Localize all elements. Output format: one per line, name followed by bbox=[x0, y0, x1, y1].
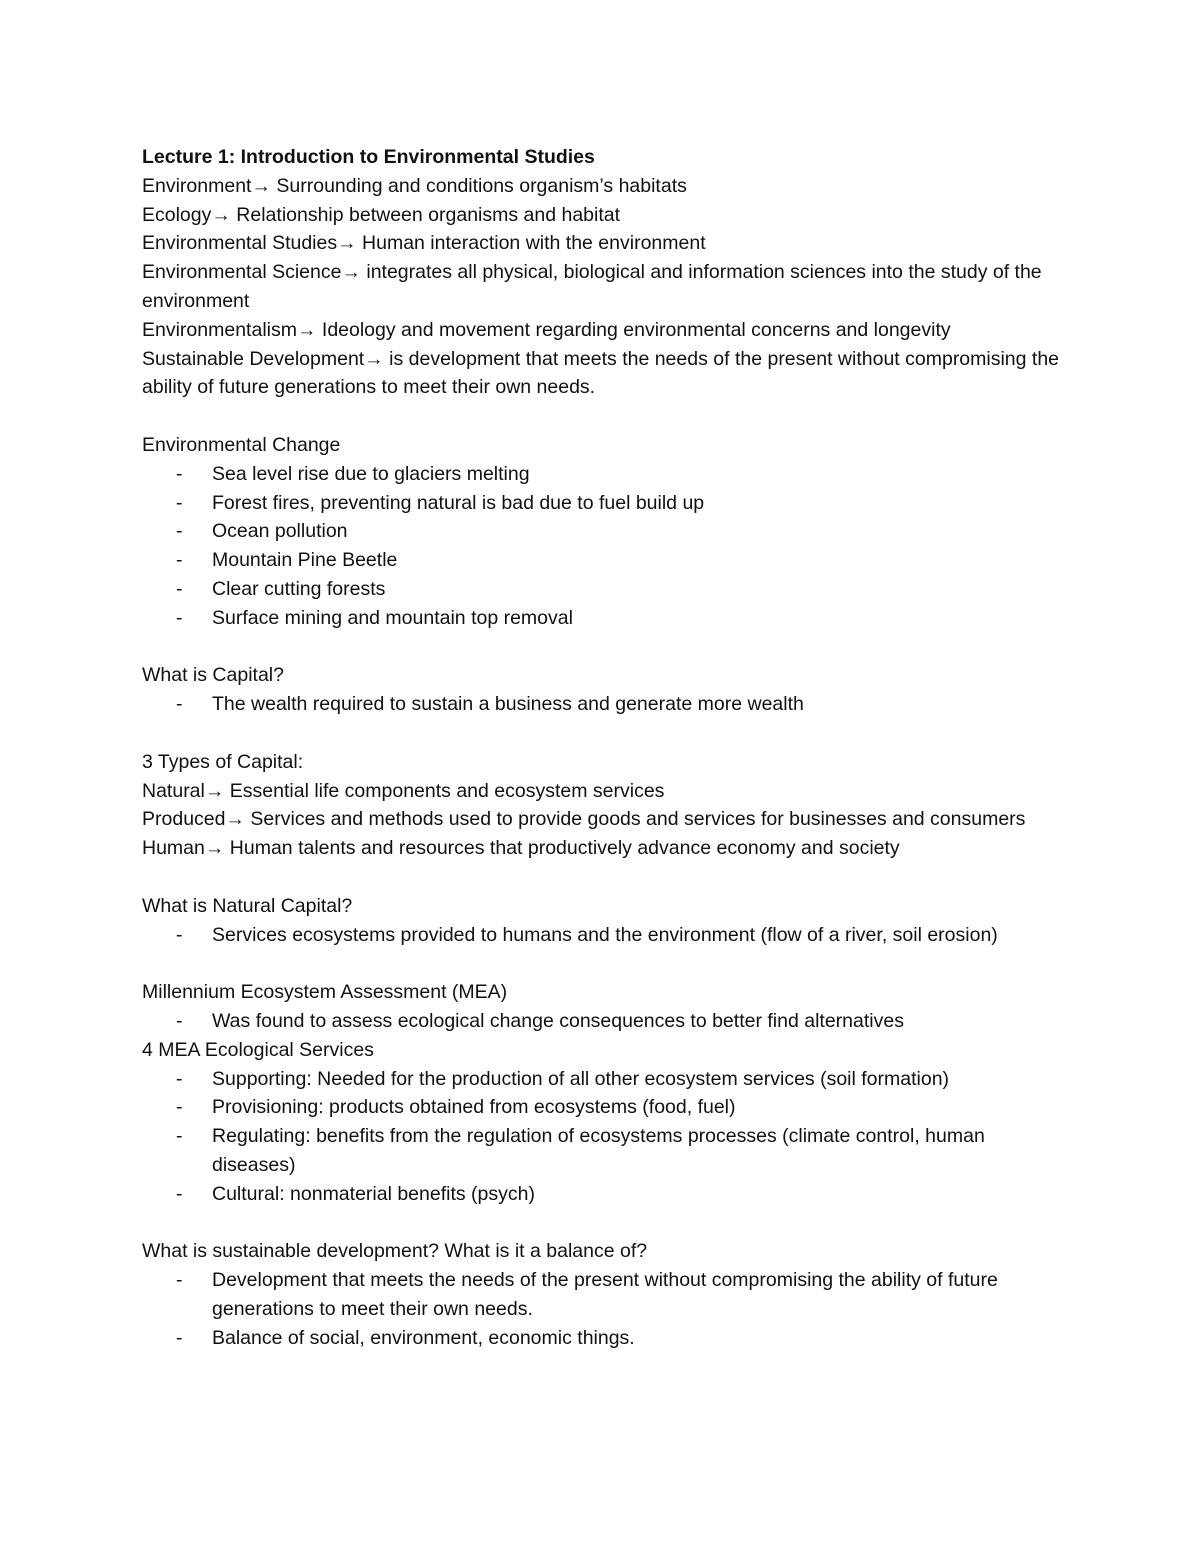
section-heading: Millennium Ecosystem Assessment (MEA) bbox=[142, 981, 508, 1004]
section-heading: What is sustainable development? What is it a balance of? bbox=[142, 1240, 648, 1263]
term: Sustainable Development bbox=[142, 347, 365, 370]
arrow-icon: → bbox=[204, 837, 225, 860]
section-mea bbox=[142, 978, 1062, 1036]
term: Human bbox=[142, 837, 205, 860]
bullet-list bbox=[142, 460, 1062, 633]
definition-produced bbox=[142, 805, 1062, 834]
list-item bbox=[142, 921, 1062, 950]
bullet-list bbox=[142, 1007, 1062, 1036]
bullet-list bbox=[142, 1065, 1062, 1209]
term: Environmental Science bbox=[142, 261, 342, 284]
dash-bullet: - bbox=[176, 1009, 183, 1032]
definition-text: integrates all physical, biological and information sciences into the study of the environment bbox=[142, 261, 1042, 312]
dash-bullet: - bbox=[176, 1096, 183, 1119]
term: Environmental Studies bbox=[142, 232, 338, 255]
section-natural-capital bbox=[142, 892, 1062, 950]
dash-bullet: - bbox=[176, 1269, 183, 1292]
definition-text: Ideology and movement regarding environmental concerns and longevity bbox=[316, 318, 951, 341]
section-heading: 3 Types of Capital: bbox=[142, 750, 304, 773]
dash-bullet: - bbox=[176, 520, 183, 543]
list-item bbox=[142, 460, 1062, 489]
definition-sustainable-development bbox=[142, 345, 1062, 403]
definition-environmentalism bbox=[142, 316, 1062, 345]
list-item bbox=[142, 1180, 1062, 1209]
list-item bbox=[142, 1324, 1062, 1353]
list-item-text: Development that meets the needs of the present without compromising the ability of future generations to meet their own needs. bbox=[212, 1269, 998, 1320]
list-item-text: Was found to assess ecological change consequences to better find alternatives bbox=[212, 1009, 904, 1032]
list-item bbox=[142, 575, 1062, 604]
arrow-icon: → bbox=[251, 174, 271, 197]
term: Produced bbox=[142, 808, 226, 831]
list-item-text: Balance of social, environment, economic things. bbox=[212, 1326, 635, 1349]
list-item bbox=[142, 489, 1062, 518]
spacer bbox=[142, 863, 1062, 892]
list-item bbox=[142, 1007, 1062, 1036]
arrow-icon: → bbox=[337, 232, 357, 255]
spacer bbox=[142, 949, 1062, 978]
spacer bbox=[142, 719, 1062, 748]
arrow-icon: → bbox=[225, 808, 245, 831]
section-heading: What is Capital? bbox=[142, 664, 284, 687]
definition-ecology bbox=[142, 201, 1062, 230]
list-item bbox=[142, 1065, 1062, 1094]
bullet-list bbox=[142, 690, 1062, 719]
dash-bullet: - bbox=[176, 549, 183, 572]
list-item-text: The wealth required to sustain a business and generate more wealth bbox=[212, 693, 804, 716]
definition-environmental-science bbox=[142, 258, 1062, 316]
definition-text: Services and methods used to provide goods and services for businesses and consumers bbox=[244, 808, 1026, 831]
dash-bullet: - bbox=[176, 923, 183, 946]
lecture-title: Lecture 1: Introduction to Environmental Studies bbox=[142, 146, 595, 168]
definition-text: Relationship between organisms and habitat bbox=[230, 203, 621, 226]
list-item bbox=[142, 1122, 1062, 1180]
list-item bbox=[142, 517, 1062, 546]
spacer bbox=[142, 402, 1062, 431]
list-item-text: Surface mining and mountain top removal bbox=[212, 606, 573, 629]
dash-bullet: - bbox=[176, 1182, 183, 1205]
dash-bullet: - bbox=[176, 1125, 183, 1148]
list-item-text: Services ecosystems provided to humans and the environment (flow of a river, soil erosion) bbox=[212, 923, 998, 946]
list-item bbox=[142, 690, 1062, 719]
bullet-list bbox=[142, 1266, 1062, 1352]
section-environmental-change bbox=[142, 431, 1062, 633]
dash-bullet: - bbox=[176, 462, 183, 485]
dash-bullet: - bbox=[176, 577, 183, 600]
definition-human bbox=[142, 834, 1062, 863]
definition-text: Human interaction with the environment bbox=[356, 232, 706, 255]
list-item bbox=[142, 1266, 1062, 1324]
section-capital bbox=[142, 661, 1062, 719]
list-item-text: Cultural: nonmaterial benefits (psych) bbox=[212, 1182, 535, 1205]
list-item bbox=[142, 1093, 1062, 1122]
list-item bbox=[142, 546, 1062, 575]
spacer bbox=[142, 1208, 1062, 1237]
dash-bullet: - bbox=[176, 693, 183, 716]
list-item bbox=[142, 604, 1062, 633]
dash-bullet: - bbox=[176, 1326, 183, 1349]
arrow-icon: → bbox=[364, 347, 384, 370]
spacer bbox=[142, 633, 1062, 662]
term: Natural bbox=[142, 779, 205, 802]
list-item-text: Provisioning: products obtained from ecosystems (food, fuel) bbox=[212, 1096, 736, 1119]
term: Environmentalism bbox=[142, 318, 297, 341]
dash-bullet: - bbox=[176, 606, 183, 629]
section-mea-services bbox=[142, 1036, 1062, 1209]
definition-text: is development that meets the needs of the present without compromising the ability of future generations to meet their own needs. bbox=[142, 347, 1060, 399]
arrow-icon: → bbox=[296, 318, 317, 341]
list-item-text: Regulating: benefits from the regulation of ecosystems processes (climate control, human diseases) bbox=[212, 1125, 985, 1176]
definition-text: Surrounding and conditions organism’s habitats bbox=[270, 174, 687, 197]
section-heading: What is Natural Capital? bbox=[142, 894, 353, 917]
arrow-icon: → bbox=[211, 203, 231, 226]
section-sustainable-development bbox=[142, 1237, 1062, 1352]
definitions-block bbox=[142, 172, 1062, 402]
list-item-text: Forest fires, preventing natural is bad due to fuel build up bbox=[212, 491, 705, 514]
section-heading: 4 MEA Ecological Services bbox=[142, 1038, 374, 1061]
list-item-text: Ocean pollution bbox=[212, 520, 348, 543]
section-types-of-capital bbox=[142, 748, 1062, 863]
definition-environment bbox=[142, 172, 1062, 201]
arrow-icon: → bbox=[204, 779, 225, 802]
arrow-icon: → bbox=[341, 261, 361, 284]
term: Ecology bbox=[142, 203, 212, 226]
document-page bbox=[142, 143, 1062, 1352]
section-heading: Environmental Change bbox=[142, 433, 341, 456]
list-item-text: Clear cutting forests bbox=[212, 577, 386, 600]
dash-bullet: - bbox=[176, 491, 183, 514]
dash-bullet: - bbox=[176, 1067, 183, 1090]
list-item-text: Mountain Pine Beetle bbox=[212, 549, 398, 572]
definition-natural bbox=[142, 777, 1062, 806]
definition-environmental-studies bbox=[142, 229, 1062, 258]
list-item-text: Supporting: Needed for the production of all other ecosystem services (soil formation) bbox=[212, 1067, 950, 1090]
term: Environment bbox=[142, 174, 252, 197]
definition-text: Essential life components and ecosystem services bbox=[224, 779, 665, 802]
bullet-list bbox=[142, 921, 1062, 950]
list-item-text: Sea level rise due to glaciers melting bbox=[212, 462, 530, 485]
definition-text: Human talents and resources that productively advance economy and society bbox=[224, 837, 900, 860]
